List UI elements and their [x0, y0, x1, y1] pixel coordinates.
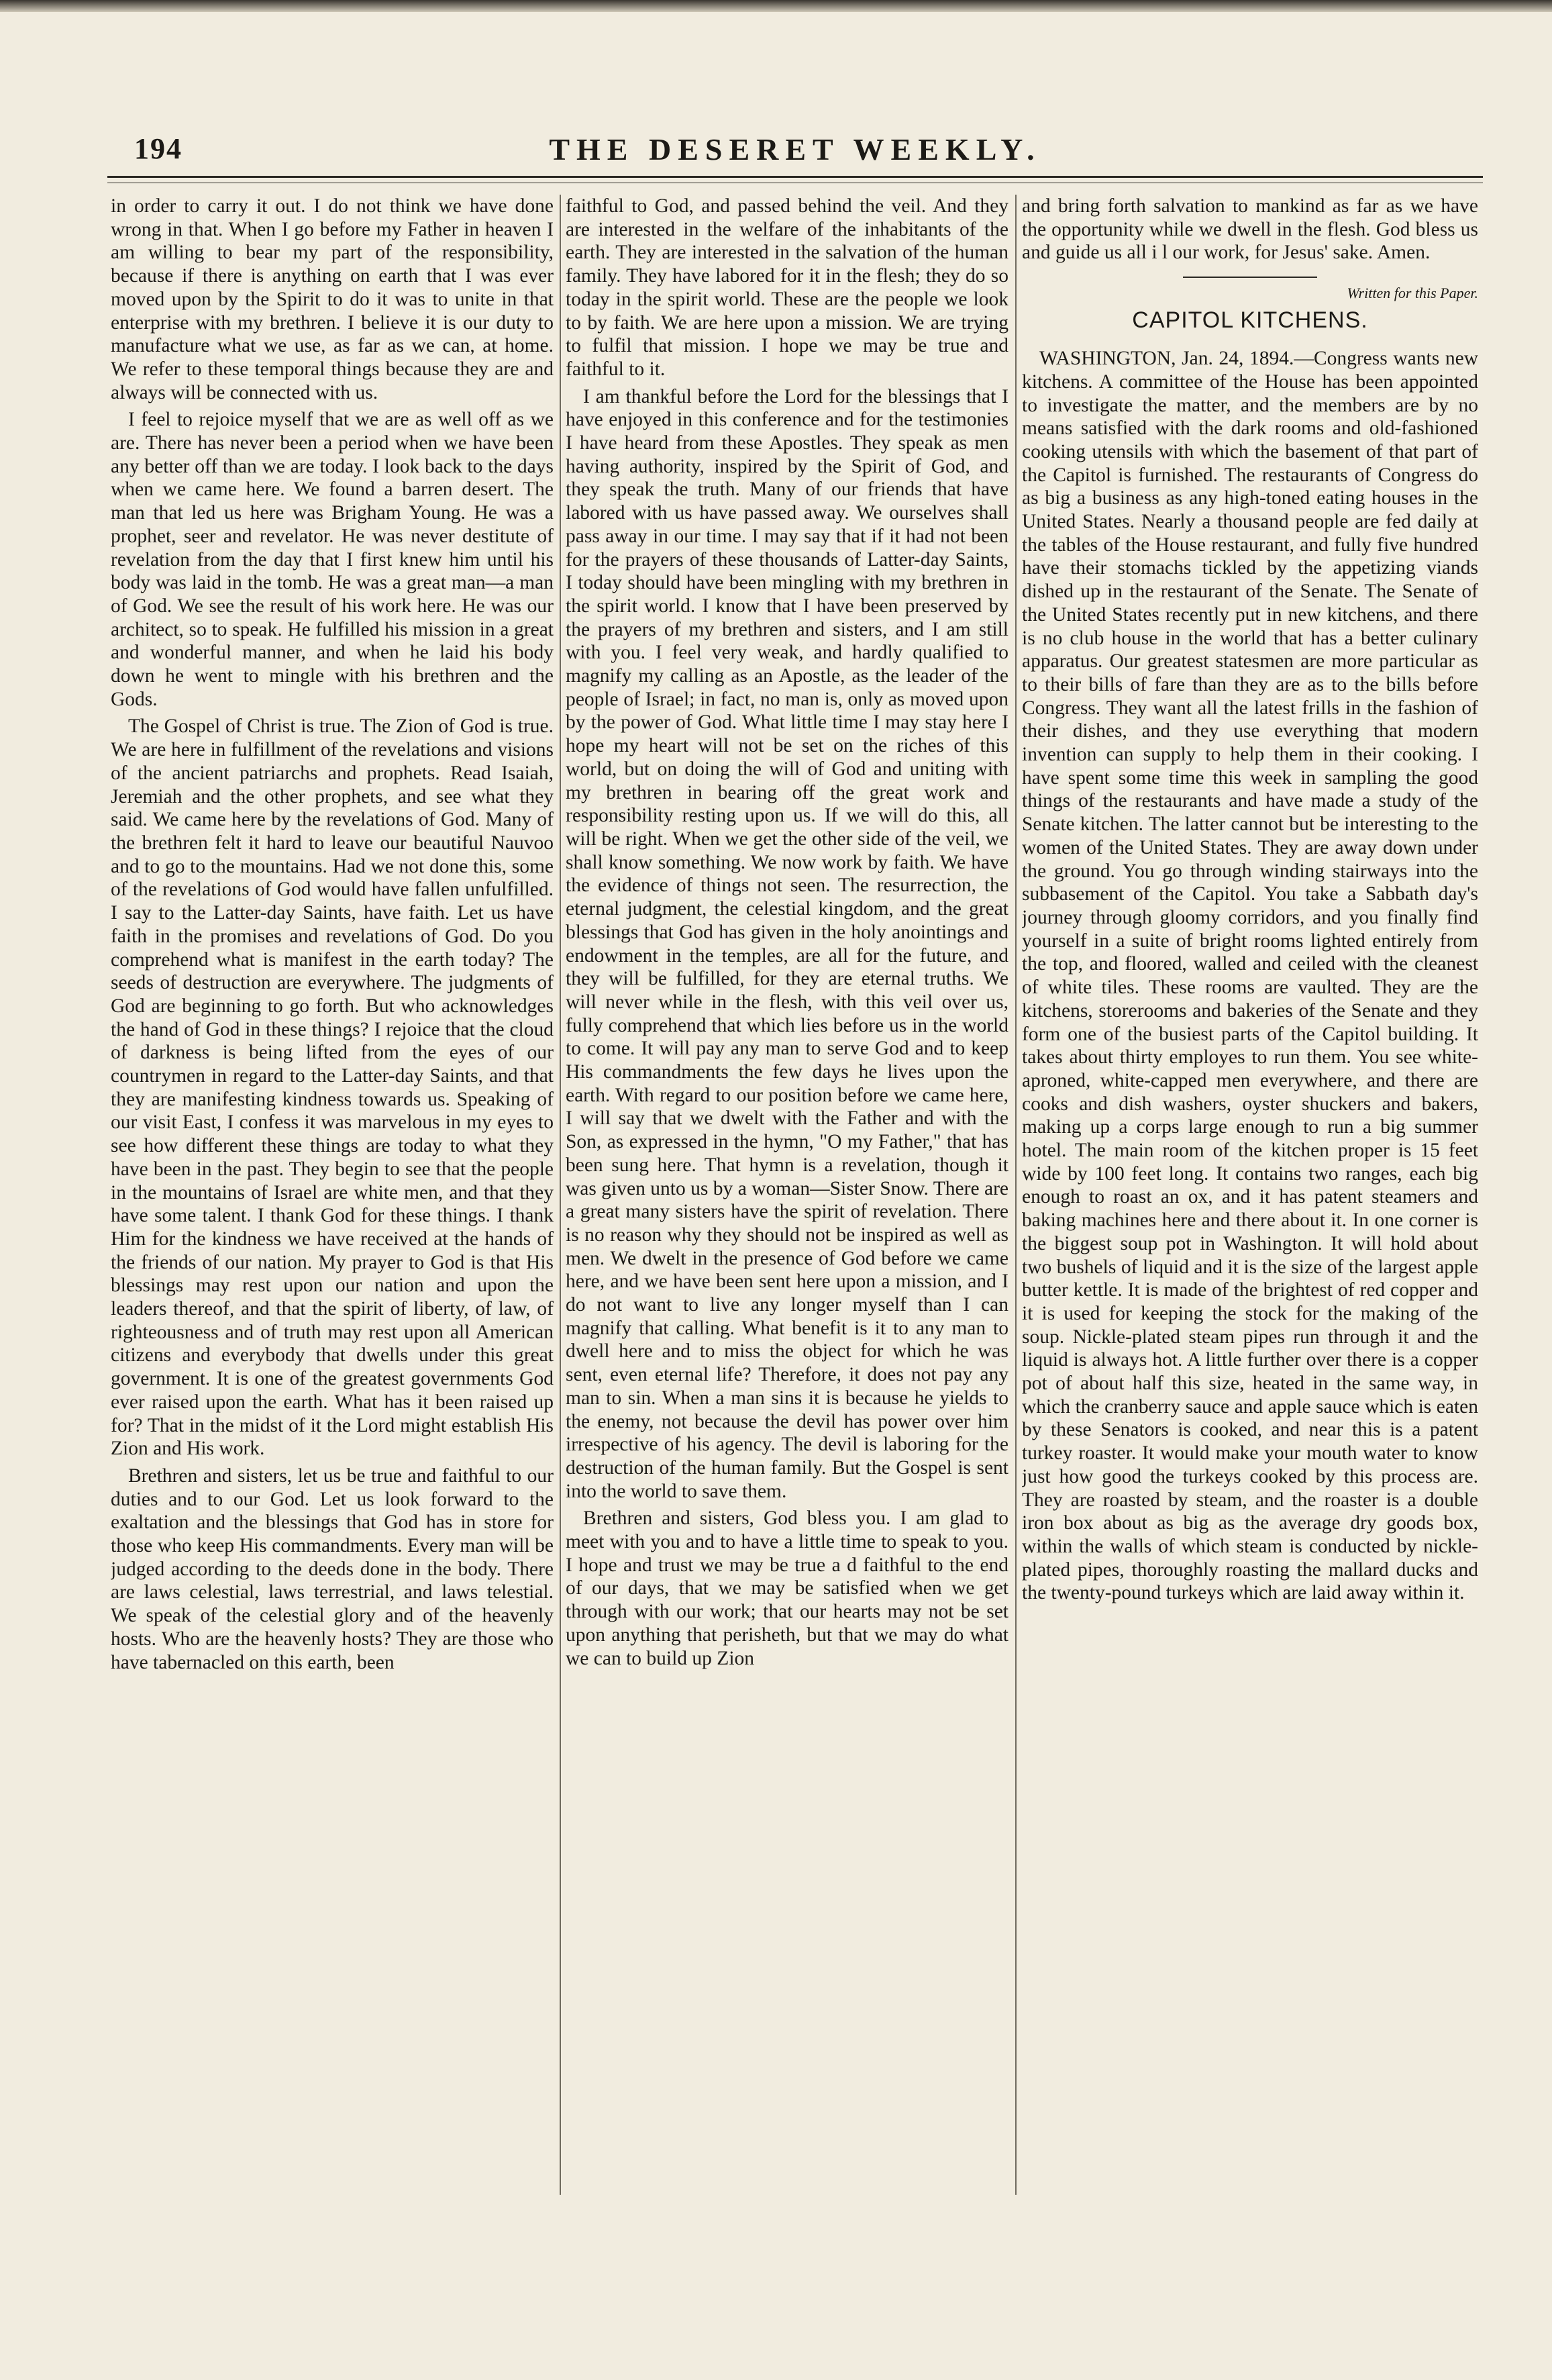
paragraph: WASHINGTON, Jan. 24, 1894.—Congress wants new kitchens. A committee of the House has been appointed to investigate the matter, and the members are by no means satisfied with the dark rooms and old-fashioned cooking utensils with which the basement of that part of the Capitol is furnished. The restaurants of Congress do as big a business as any high-toned eating houses in the United States. Nearly a thousand people are fed daily at the tables of the House restaurant, and fully five hundred have their stomachs tickled by the appetizing viands dished up in the restaurant of the Senate. The Senate of the United States recently put in new kitchens, and there is no club house in the world that has a better culinary apparatus. Our greatest statesmen are more particular as to their bills of fare than they are as to the bills before Congress. They want all the latest frills in the fashion of their dishes, and they use everything that modern invention can supply to help them in their cooking. I have spent some time this week in sampling the good things of the restaurants and have made a study of the Senate kitchen. The latter cannot but be interesting to the women of the United States. They are away down under the ground. You go through winding stairways into the subbasement of the Capitol. You take a Sabbath day's journey through gloomy corridors, and you finally find yourself in a suite of bright rooms lighted entirely from the top, and floored, walled and ceiled with the cleanest of white tiles. These rooms are vaulted. They are the kitchens, storerooms and bakeries of the Senate and they form one of the busiest parts of the Capitol building. It takes about thirty employes to run them. You see white-aproned, white-capped men everywhere, and there are cooks and dish washers, oyster shuckers and bakers, making up a corps large enough to run a big summer hotel. The main room of the kitchen proper is 15 feet wide by 100 feet long. It contains two ranges, each big enough to roast an ox, and it has patent steamers and baking machines here and there about it. In one corner is the biggest soup pot in Washington. It will hold about two bushels of liquid and it is the size of the largest apple butter kettle. It is made of the brightest of red copper and it is used for keeping the stock for the making of the soup. Nickle-plated steam pipes run through it and the liquid is always hot. A little further over there is a copper pot of about half this size, heated in the same way, in which the cranberry sauce and apple sauce which is eaten by these Senators is cooked, and near this is a patent turkey roaster. It would make your mouth water to know just how good the turkeys cooked by this process are. They are roasted by steam, and the roaster is a double iron box about as big as the average dry goods box, within the walls of which steam is conducted by nickle-plated pipes, thoroughly roasting the mallard ducks and the twenty-pound turkeys which are laid away within it. — [1022, 348, 1478, 1604]
publication-title: THE DESERET WEEKLY. — [549, 132, 1041, 166]
page-header — [107, 132, 1483, 172]
paragraph: Brethren and sisters, God bless you. I am glad to meet with you and to have a little time to speak to you. I hope and trust we may be true a d faithful to the end of our days, that we may be satisfied when we get through with our work; that our hearts may not be set upon anything that perisheth, but that we may do what we can to build up Zion — [566, 1507, 1008, 1669]
column-divider — [1015, 195, 1017, 2195]
section-separator — [1183, 277, 1317, 278]
paragraph: and bring forth salvation to mankind as far as we have the opportunity while we dwell in the flesh. God bless us and guide us all i l our work, for Jesus' sake. Amen. — [1022, 195, 1478, 264]
page-edge — [0, 0, 1552, 12]
paragraph: in order to carry it out. I do not think we have done wrong in that. When I go before my Father in heaven I am willing to bear my part of the responsibility, because if there is anything on earth that I was ever moved upon by the Spirit to do it was to unite in that enterprise with my brethren. I believe it is our duty to manufacture what we use, as far as we can, at home. We refer to these temporal things because they are and always will be connected with us. — [111, 195, 554, 403]
article-title: CAPITOL KITCHENS. — [1132, 307, 1368, 334]
column-divider — [560, 195, 561, 2195]
page-number: 194 — [134, 132, 183, 165]
paragraph: I feel to rejoice myself that we are as well off as we are. There has never been a period when we have been any better off than we are today. I look back to the days when we came here. We found a barren desert. The man that led us here was Brigham Young. He was a prophet, seer and revelator. He was never destitute of revelation from the day that I first knew him until his body was laid in the tomb. He was a great man—a man of God. We see the result of his work here. He was our architect, so to speak. He fulfilled his mission in a great and wonderful manner, and when he laid his body down he went to mingle with his brethren and the Gods. — [111, 409, 554, 710]
paragraph: faithful to God, and passed behind the veil. And they are interested in the welfare of the inhabitants of the earth. They are interested in the salvation of the human family. They have labored for it in the flesh; they do so today in the spirit world. These are the people we look to by faith. We are here upon a mission. We are trying to fulfil that mission. I hope we may be true and faithful to it. — [566, 195, 1008, 380]
paragraph: Brethren and sisters, let us be true and faithful to our duties and to our God. Let us look forward to the exaltation and the blessings that God has in store for those who keep His commandments. Every man will be judged according to the deeds done in the body. There are laws celestial, laws terrestrial, and laws telestial. We speak of the celestial glory and of the heavenly hosts. Who are the heavenly hosts? They are those who have tabernacled on this earth, been — [111, 1465, 554, 1673]
paragraph: I am thankful before the Lord for the blessings that I have enjoyed in this conference and for the testimonies I have heard from these Apostles. They speak as men having authority, inspired by the Spirit of God, and they speak the truth. Many of our friends that have labored with us have passed away. We ourselves shall pass away in our time. I may say that if it had not been for the prayers of these thousands of Latter-day Saints, I today should have been mingling with my brethren in the spirit world. I know that I have been preserved by the prayers of my brethren and sisters, and I am still with you. I feel very weak, and hardly qualified to magnify my calling as an Apostle, as the leader of the people of Israel; in fact, no man is, only as moved upon by the power of God. What little time I may stay here I hope my heart will not be set on the riches of this world, but on doing the will of God and uniting with my brethren in bearing off the great work and responsibility resting upon us. If we will do this, all will be right. When we get the other side of the veil, we shall know something. We now work by faith. We have the evidence of things not seen. The resurrection, the eternal judgment, the celestial kingdom, and the great blessings that God has given in the holy anointings and endowment in the temples, are all for the future, and they will be fulfilled, for they are eternal truths. We will never while in the flesh, with this veil over us, fully comprehend that which lies before us in the world to come. It will pay any man to serve God and to keep His commandments the few days he lives upon the earth. With regard to our position before we came here, I will say that we dwelt with the Father and with the Son, as expressed in the hymn, "O my Father," that has been sung here. That hymn is a revelation, though it was given unto us by a woman—Sister Snow. There are a great many sisters have the spirit of revelation. There is no reason why they should not be inspired as well as men. We dwelt in the presence of God before we came here, and we have been sent here upon a mission, and I do not want to live any longer myself than I can magnify that calling. What benefit is it to any man to dwell here and to miss the object for which he was sent, even eternal life? Therefore, it does not pay any man to sin. When a man sins it is because he yields to the enemy, not because the devil has power over him irrespective of his agency. The devil is laboring for the destruction of the human family. But the Gospel is sent into the world to save them. — [566, 385, 1008, 1502]
column-1 — [111, 195, 554, 2195]
column-2 — [566, 195, 1008, 2195]
column-3 — [1022, 195, 1478, 2195]
header-rule — [107, 176, 1483, 178]
article-credit: Written for this Paper. — [1347, 285, 1478, 302]
paragraph: The Gospel of Christ is true. The Zion of God is true. We are here in fulfillment of the revelations and visions of the ancient patriarchs and prophets. Read Isaiah, Jeremiah and the other prophets, and see what they said. We came here by the revelations of God. Many of the brethren felt it hard to leave our beautiful Nauvoo and to go to the mountains. Had we not done this, some of the revelations of God would have fallen unfulfilled. I say to the Latter-day Saints, have faith. Let us have faith in the promises and revelations of God. Do you comprehend what is manifest in the earth today? The seeds of destruction are everywhere. The judgments of God are beginning to go forth. But who acknowledges the hand of God in these things? I rejoice that the cloud of darkness is being lifted from the eyes of our countrymen in regard to the Latter-day Saints, and that they are manifesting kindness towards us. Speaking of our visit East, I confess it was marvelous in my eyes to see how different these things are today to what they have been in the past. They begin to see that the people in the mountains of Israel are white men, and that they have some talent. I thank God for these things. I thank Him for the kindness we have received at the hands of the friends of our nation. My prayer to God is that His blessings may rest upon our nation and upon the leaders thereof, and that the spirit of liberty, of law, of righteousness and of truth may rest upon all American citizens and everybody that dwells under this great government. It is one of the greatest governments God ever raised upon the earth. What has it been raised up for? That in the midst of it the Lord might establish His Zion and His work. — [111, 715, 554, 1460]
